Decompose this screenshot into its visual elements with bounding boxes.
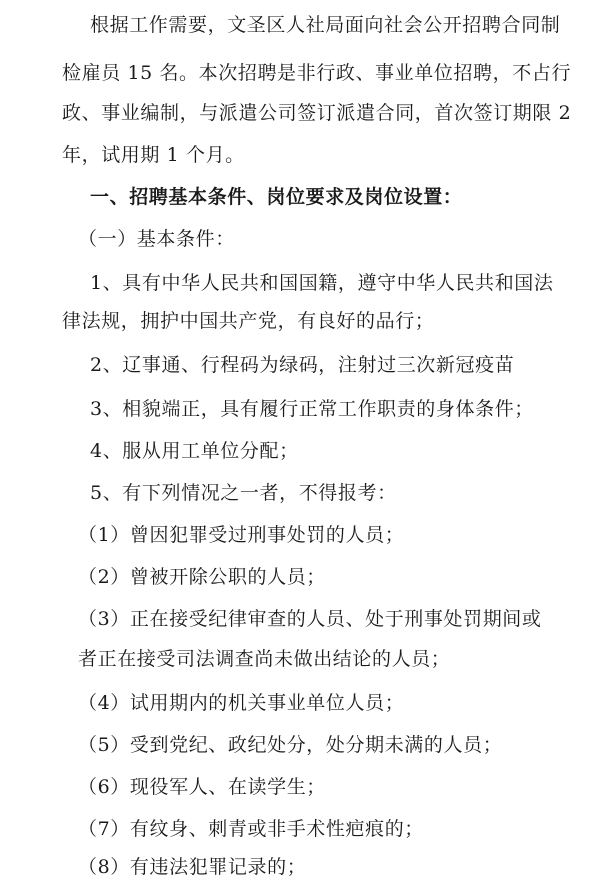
condition-4: 4、服从用工单位分配； [90,440,299,462]
condition-2: 2、辽事通、行程码为绿码，注射过三次新冠疫苗 [90,354,515,376]
exclusion-6: （6）现役军人、在读学生； [78,776,326,798]
exclusion-5: （5）受到党纪、政纪处分，处分期未满的人员； [78,734,503,756]
exclusion-7: （7）有纹身、刺青或非手术性疤痕的； [78,818,424,840]
condition-5: 5、有下列情况之一者，不得报考： [90,482,397,504]
intro-line-2: 检雇员 15 名。本次招聘是非行政、事业单位招聘，不占行 [62,62,572,84]
condition-3: 3、相貌端正，具有履行正常工作职责的身体条件； [90,398,534,420]
section-heading-1: 一、招聘基本条件、岗位要求及岗位设置： [90,186,463,208]
exclusion-1: （1）曾因犯罪受过刑事处罚的人员； [78,524,405,546]
exclusion-2: （2）曾被开除公职的人员； [78,566,326,588]
exclusion-4: （4）试用期内的机关事业单位人员； [78,692,405,714]
exclusion-3-line-1: （3）正在接受纪律审查的人员、处于刑事处罚期间或 [78,608,542,630]
condition-1-line-2: 律法规，拥护中国共产党，有良好的品行； [62,310,435,332]
condition-1-line-1: 1、具有中华人民共和国国籍，遵守中华人民共和国法 [90,272,554,294]
exclusion-3-line-2: 者正在接受司法调查尚未做出结论的人员； [78,648,451,670]
intro-line-4: 年，试用期 1 个月。 [62,144,245,166]
exclusion-8: （8）有违法犯罪记录的； [78,856,307,878]
intro-line-3: 政、事业编制，与派遣公司签订派遣合同，首次签订期限 2 [62,102,572,124]
subsection-heading-basic-conditions: （一）基本条件： [78,228,235,250]
intro-line-1: 根据工作需要，文圣区人社局面向社会公开招聘合同制 [90,14,561,36]
